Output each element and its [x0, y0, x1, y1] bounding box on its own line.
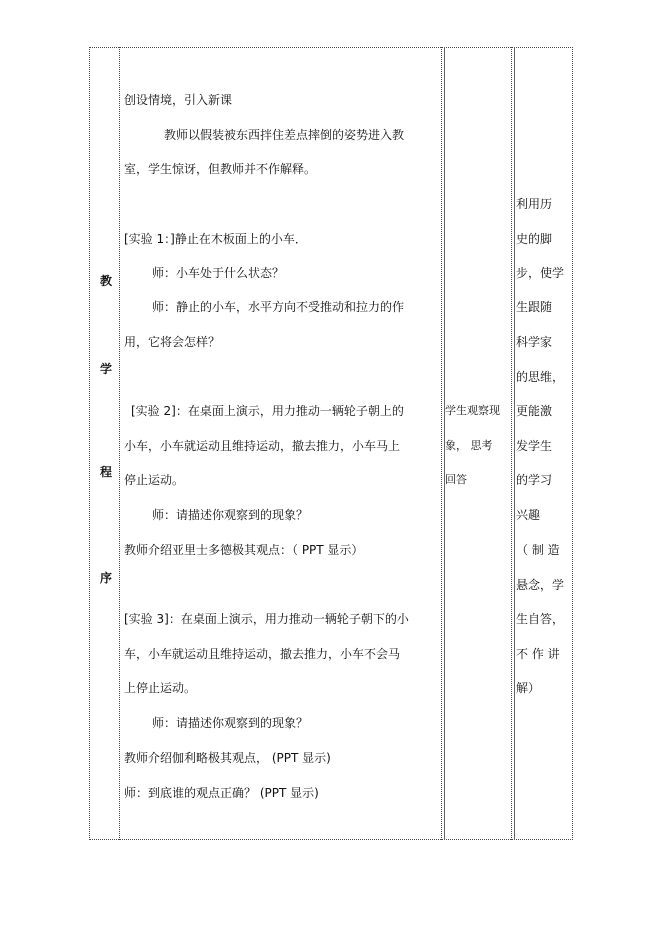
design-line: （ 制 造	[516, 543, 560, 557]
design-line: 生跟随	[516, 300, 553, 314]
experiment-2-line-1: [实验 2]：在桌面上演示，用力推动一辆轮子朝上的	[131, 404, 404, 418]
design-line: 生自答，	[516, 612, 565, 626]
design-line: 科学家	[516, 335, 553, 349]
experiment-1-heading: [实验 1：]静止在木板面上的小车．	[124, 232, 307, 246]
experiment-3-question: 师：请描述你观察到的现象？	[152, 716, 309, 730]
side-label-char: 序	[99, 571, 112, 585]
design-line: 悬念，学	[516, 578, 565, 592]
design-line: 解）	[516, 681, 541, 695]
experiment-2-question: 师：请描述你观察到的现象？	[152, 508, 309, 522]
design-line: 的学习	[516, 473, 553, 487]
design-line: 发学生	[516, 439, 553, 453]
student-activity-line: 回答	[445, 473, 467, 486]
design-line: 更能激	[516, 404, 553, 418]
intro-line-2: 室，学生惊讶，但教师并不作解释。	[124, 162, 317, 176]
experiment-3-final-question: 师：到底谁的观点正确？ (PPT 显示)	[124, 786, 319, 800]
experiment-1-question-1: 师：小车处于什么状态？	[152, 266, 285, 280]
experiment-2-line-3: 停止运动。	[124, 473, 185, 487]
experiment-2-line-2: 小车，小车就运动且维持运动，撤去推力，小车马上	[124, 439, 401, 453]
column-divider-2	[441, 47, 442, 840]
side-label-char: 教	[99, 274, 112, 288]
experiment-3-line-3: 上停止运动。	[124, 681, 197, 695]
column-divider-3b	[514, 47, 515, 840]
design-line: 步，使学	[516, 266, 565, 280]
design-line: 不 作 讲	[516, 647, 560, 661]
design-line: 史的脚	[516, 232, 553, 246]
experiment-3-note: 教师介绍伽利略极其观点， (PPT 显示)	[124, 751, 331, 765]
experiment-3-line-1: [实验 3]：在桌面上演示，用力推动一辆轮子朝下的小	[124, 612, 409, 626]
intro-line-1: 教师以假装被东西拌住差点摔倒的姿势进入教	[164, 128, 405, 142]
experiment-3-line-2: 车，小车就运动且维持运动，撤去推力，小车不会马	[124, 647, 401, 661]
experiment-1-question-2-line-2: 用，它将会怎样？	[124, 335, 221, 349]
design-line: 利用历	[516, 197, 553, 211]
side-label-char: 程	[99, 465, 112, 479]
design-line: 兴趣	[516, 508, 541, 522]
experiment-2-note: 教师介绍亚里士多德极其观点：（ PPT 显示）	[124, 543, 364, 557]
section-title: 创设情境，引入新课	[124, 93, 233, 107]
design-line: 的思维，	[516, 370, 565, 384]
experiment-1-question-2-line-1: 师：静止的小车，水平方向不受推动和拉力的作	[152, 300, 405, 314]
column-divider-3	[511, 47, 512, 840]
student-activity-line: 象， 思考	[445, 439, 493, 452]
side-label-char: 学	[99, 362, 112, 376]
student-activity-line: 学生观察现	[445, 404, 500, 417]
column-divider-1	[119, 47, 120, 840]
